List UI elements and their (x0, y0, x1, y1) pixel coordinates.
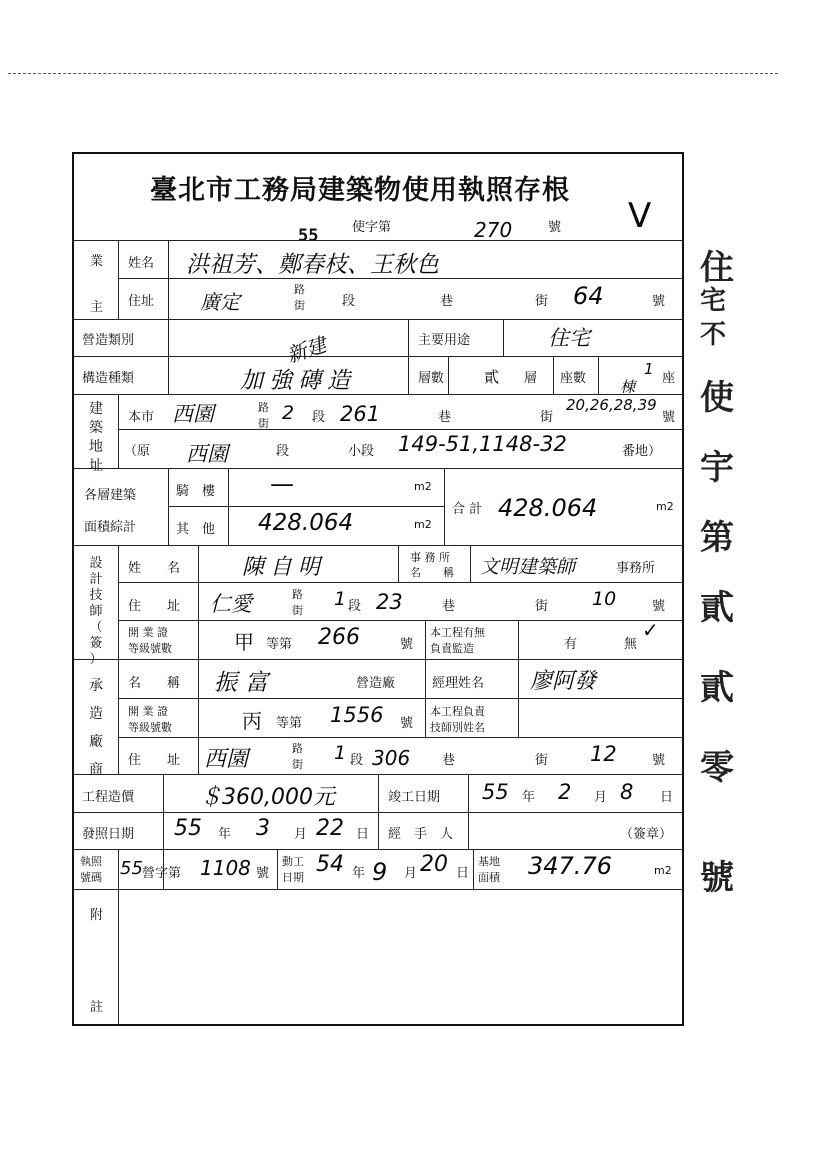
rule-v (408, 356, 409, 394)
rule (73, 889, 683, 890)
form-title: 臺北市工務局建築物使用執照存根 (150, 175, 570, 206)
contractor-name-value: 振富 (214, 670, 276, 696)
rule (118, 737, 683, 738)
label-char: 計 (89, 572, 103, 587)
tech-a: 本工程負責 (430, 705, 485, 718)
supervise-mark: ✓ (642, 618, 659, 642)
other-label: 其 他 (176, 522, 216, 537)
base-value: 347.76 (528, 852, 612, 880)
office-label-b: 名 稱 (410, 566, 454, 579)
designer-addr-label: 住 址 (128, 599, 181, 614)
rule-v (468, 774, 469, 849)
label-char: （ (89, 620, 103, 635)
manager-label: 經理姓名 (432, 676, 485, 691)
count-label: 座數 (560, 371, 587, 386)
rule (73, 468, 683, 469)
lot-number: 149-51,1148-32 (398, 432, 567, 456)
building-duan: 段 (312, 410, 326, 425)
owner-addr-num: 64 (573, 282, 604, 310)
rule (73, 394, 683, 395)
designer-xiang: 巷 (442, 599, 456, 614)
notes-zhu: 註 (90, 1000, 104, 1015)
base-unit: m2 (654, 864, 672, 877)
issue-label: 發照日期 (82, 827, 135, 842)
area-label-b: 面積綜計 (84, 520, 137, 535)
owner-hao: 號 (652, 294, 666, 309)
owner-section-2: 主 (90, 300, 104, 315)
rule-v (378, 774, 379, 849)
scan-rule-top (8, 73, 778, 74)
rule-v (470, 545, 471, 582)
designer-grade: 甲 (234, 630, 254, 654)
rule-v (448, 356, 449, 394)
rule-v (398, 545, 399, 582)
rule-v (168, 240, 169, 319)
rule-v (408, 319, 409, 356)
rule-v (118, 240, 119, 319)
designer-jie: 街 (292, 604, 303, 617)
done-label: 竣工日期 (388, 790, 441, 805)
arcade-value: — (270, 470, 294, 498)
margin-char: 第 (700, 518, 734, 558)
rule-v (425, 620, 426, 659)
owner-jie2: 街 (535, 294, 549, 309)
other-value: 428.064 (258, 510, 354, 536)
orig-duan: 段 (276, 444, 290, 459)
area-label-a: 各層建築 (84, 488, 137, 503)
rule-v (168, 319, 169, 394)
designer-num: 10 (592, 588, 617, 610)
rule (73, 849, 683, 850)
building-hao: 號 (662, 410, 676, 425)
building-lu: 路 (258, 401, 269, 414)
building-jie2: 街 (540, 410, 554, 425)
owner-addr-district: 廣定 (200, 290, 240, 314)
contractor-grade: 丙 (242, 709, 262, 733)
designer-hao: 號 (652, 599, 666, 614)
building-address-label (88, 400, 104, 476)
label-char: 築 (89, 420, 103, 436)
building-jie: 街 (258, 417, 269, 430)
owner-section-1: 業 (90, 254, 104, 269)
contractor-jie: 街 (292, 758, 303, 771)
total-unit: m2 (656, 500, 674, 513)
building-duan-num: 2 (282, 402, 295, 424)
number-suffix: 號 (548, 220, 562, 235)
permit-label-b: 號碼 (80, 871, 102, 884)
rule-v (444, 468, 445, 545)
done-month: 2 (558, 780, 572, 804)
supervise-a: 本工程有無 (430, 626, 485, 639)
done-nian: 年 (522, 790, 536, 805)
building-xiang: 巷 (438, 410, 452, 425)
arcade-label: 騎 樓 (176, 484, 216, 499)
designer-hao2: 號 (400, 637, 414, 652)
margin-char: 宇 (700, 448, 734, 488)
orig-label: （原 (124, 444, 151, 459)
rule (118, 582, 683, 583)
rule-v (425, 659, 426, 737)
count-suffix: 座 (662, 371, 676, 386)
rule-v (118, 849, 119, 1026)
rule-v (277, 849, 278, 889)
handler-sign: （簽章） (620, 827, 673, 842)
rule (73, 319, 683, 320)
rule-v (473, 849, 474, 889)
issue-yue: 月 (294, 827, 308, 842)
contractor-xiang: 巷 (442, 753, 456, 768)
start-label-b: 日期 (282, 871, 304, 884)
permit-ying: 營字第 (142, 866, 182, 881)
contractor-duan-num: 1 (334, 742, 347, 764)
margin-char: 宅 (700, 286, 727, 316)
total-value: 428.064 (498, 494, 598, 522)
usage-label: 主要用途 (418, 333, 471, 348)
start-year: 54 (316, 852, 344, 877)
floors-value: 貳 (484, 368, 500, 386)
rule-v (598, 356, 599, 394)
rule-v (118, 394, 119, 468)
designer-xiang-num: 23 (376, 590, 403, 614)
count-value: 1 (644, 360, 654, 378)
contractor-lu: 路 (292, 742, 303, 755)
supervise-wu: 無 (624, 637, 638, 652)
contractor-factory: 營造廠 (356, 676, 396, 691)
base-label-a: 基地 (478, 855, 500, 868)
number-value: 270 (474, 218, 513, 242)
designer-lu: 路 (292, 588, 303, 601)
contractor-addr-district: 西園 (204, 747, 249, 772)
building-xiang-num: 261 (340, 402, 381, 426)
designer-license-a: 開 業 證 (128, 626, 168, 639)
contractor-num: 12 (590, 742, 617, 766)
rule-v (503, 319, 504, 356)
rule-v (168, 468, 169, 545)
base-label-b: 面積 (478, 871, 500, 884)
floors-unit: 層 (524, 371, 538, 386)
supervise-you: 有 (564, 637, 578, 652)
issue-year: 55 (174, 816, 202, 841)
rule (118, 698, 683, 699)
office-label-a: 事 務 所 (410, 551, 450, 564)
total-label: 合 計 (452, 502, 483, 517)
issue-day: 22 (316, 816, 344, 841)
designer-duan: 段 (348, 599, 362, 614)
done-year: 55 (482, 780, 509, 804)
owner-duan: 段 (342, 294, 356, 309)
start-month: 9 (372, 858, 388, 886)
cost-label: 工程造價 (82, 790, 135, 805)
rule (73, 356, 683, 357)
designer-deng: 等第 (266, 637, 293, 652)
contractor-addr-label: 住 址 (128, 753, 181, 768)
count-unit: 棟 (620, 378, 636, 396)
label-char: 簽 (89, 636, 103, 651)
other-unit: m2 (414, 518, 432, 531)
label-char: 造 (89, 706, 103, 722)
margin-char: 零 (700, 748, 734, 788)
done-ri: 日 (660, 790, 674, 805)
label-char: 建 (89, 401, 103, 417)
margin-char: 號 (700, 858, 734, 898)
rule (118, 620, 683, 621)
building-district: 西園 (172, 402, 214, 426)
contractor-name-label: 名 稱 (128, 676, 181, 691)
start-label-a: 動工 (282, 855, 304, 868)
rule (73, 240, 683, 241)
designer-label (88, 556, 104, 668)
contractor-hao2: 號 (400, 716, 414, 731)
owner-name-label: 姓名 (128, 256, 155, 271)
designer-license-num: 266 (318, 625, 360, 650)
structure-label: 構造種類 (82, 371, 135, 386)
contractor-duan: 段 (350, 753, 364, 768)
rule (73, 659, 683, 660)
rule (73, 545, 683, 546)
manager-value: 廖阿發 (530, 669, 597, 694)
label-char: 址 (89, 458, 103, 474)
contractor-jie2: 街 (535, 753, 549, 768)
issue-month: 3 (256, 816, 270, 841)
notes-fu: 附 (90, 908, 104, 923)
rule-v (553, 356, 554, 394)
small-duan: 小段 (348, 444, 375, 459)
label-char: 承 (89, 678, 103, 694)
owner-jie: 街 (294, 299, 305, 312)
contractor-license-a: 開 業 證 (128, 705, 168, 718)
margin-char: 住 (700, 248, 734, 288)
designer-license-b: 等級號數 (128, 642, 172, 655)
floors-label: 層數 (418, 371, 445, 386)
contractor-xiang-num: 306 (372, 746, 411, 770)
label-char: 地 (89, 439, 103, 455)
margin-char: 使 (700, 378, 734, 418)
issue-nian: 年 (218, 827, 232, 842)
arcade-unit: m2 (414, 480, 432, 493)
rule-v (518, 620, 519, 659)
rule-v (228, 468, 229, 545)
check-mark: V (628, 196, 652, 236)
usage-value: 住宅 (548, 326, 590, 350)
designer-addr-value: 仁愛 (210, 592, 252, 616)
designer-jie2: 街 (535, 599, 549, 614)
owner-xiang: 巷 (440, 294, 454, 309)
rule-v (518, 659, 519, 737)
label-char: 廠 (89, 734, 103, 750)
margin-char: 不 (700, 320, 727, 350)
permit-hao: 號 (256, 866, 270, 881)
label-char: ） (89, 652, 103, 667)
margin-char: 貳 (700, 668, 734, 708)
orig-district: 西園 (186, 442, 228, 466)
contractor-label (88, 672, 104, 784)
contractor-deng: 等第 (276, 716, 303, 731)
issue-ri: 日 (356, 827, 370, 842)
supervise-b: 負責監造 (430, 642, 474, 655)
rule (118, 429, 683, 430)
label-char: 技 (89, 588, 103, 603)
permit-label-a: 執照 (80, 855, 102, 868)
permit-prefix: 55 (120, 858, 143, 879)
done-yue: 月 (594, 790, 608, 805)
designer-name-value: 陳自明 (242, 555, 327, 580)
structure-value: 加強磚造 (240, 368, 356, 394)
number-prefix: 使字第 (352, 220, 392, 235)
lot-suffix: 番地） (622, 444, 662, 459)
building-city: 本市 (128, 410, 155, 425)
margin-handwriting (700, 240, 734, 900)
building-num: 20,26,28,39 (566, 396, 657, 414)
done-day: 8 (620, 780, 634, 804)
designer-duan-num: 1 (334, 588, 347, 610)
label-char: 商 (89, 762, 103, 778)
rule (168, 506, 444, 507)
contractor-hao: 號 (652, 753, 666, 768)
owner-lu: 路 (294, 283, 305, 296)
construction-type-label: 營造類別 (82, 333, 135, 348)
office-value: 文明建築師 (480, 556, 576, 578)
label-char: 師 (89, 604, 103, 619)
contractor-license-b: 等級號數 (128, 721, 172, 734)
cost-value: ＄360,000元 (200, 785, 335, 810)
permit-num: 1108 (200, 856, 251, 880)
owner-name-value: 洪祖芳、鄭春枝、王秋色 (186, 252, 439, 278)
start-day: 20 (420, 852, 448, 877)
contractor-license-num: 1556 (330, 703, 384, 727)
office-suffix: 事務所 (616, 561, 656, 576)
number-year: 55 (298, 226, 319, 246)
start-yue: 月 (404, 866, 418, 881)
handler-label: 經 手 人 (388, 827, 454, 842)
designer-name-label: 姓 名 (128, 561, 181, 576)
owner-addr-label: 住址 (128, 294, 155, 309)
label-char: 設 (89, 556, 103, 571)
start-ri: 日 (456, 866, 470, 881)
rule-v (198, 545, 199, 774)
margin-char: 貳 (700, 588, 734, 628)
rule-v (118, 545, 119, 774)
start-nian: 年 (352, 866, 366, 881)
tech-b: 技師別姓名 (430, 721, 485, 734)
construction-type-value: 新建 (283, 332, 330, 368)
